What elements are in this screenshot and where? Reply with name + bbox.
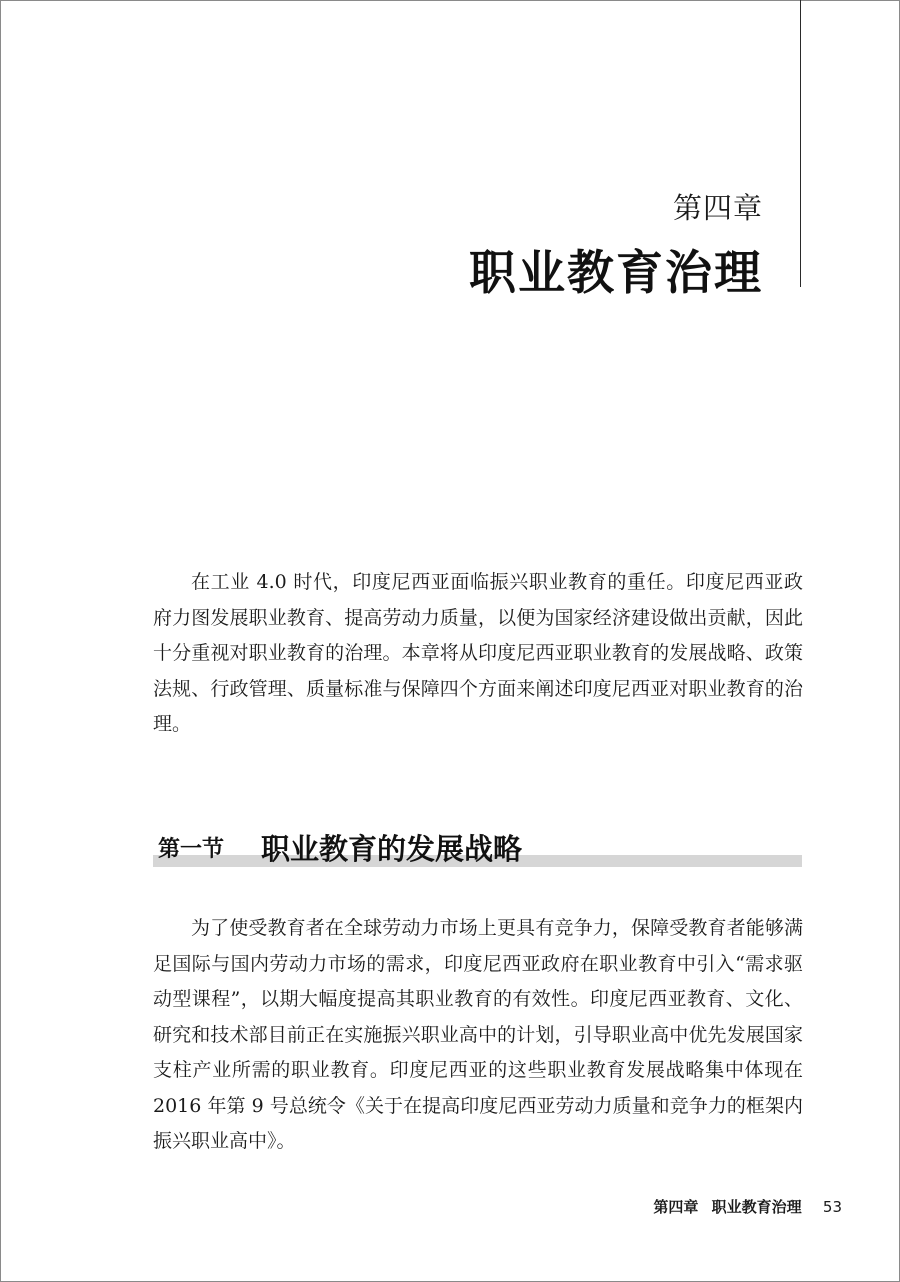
chapter-title: 职业教育治理 (469, 246, 763, 301)
section-number: 第一节 (158, 837, 225, 862)
section-body-paragraph: 为了使受教育者在全球劳动力市场上更具有竞争力，保障受教育者能够满足国际与国内劳动力市场的需求，印度尼西亚政府在职业教育中引入“需求驱动型课程”，以期大幅度提高其职业教育的有效性。印度尼西亚教育、文化、研究和技术部目前正在实施振兴职业高中的计划，引导职业高中优先发展国家支柱产业所需的职业教育。印度尼西亚的这些职业教育发展战略集中体现在 2016 年第 9 号总统令《关于在提高印度尼西亚劳动力质量和竞争力的框架内振兴职业高中》。 (153, 917, 803, 1152)
section-heading (153, 826, 802, 871)
footer-title: 职业教育治理 (711, 1198, 802, 1216)
footer-chapter: 第四章 (653, 1198, 699, 1216)
page-number: 53 (822, 1198, 842, 1216)
chapter-vertical-rule (800, 0, 801, 287)
chapter-number: 第四章 (672, 191, 763, 225)
running-footer (653, 1196, 842, 1217)
section-title: 职业教育的发展战略 (261, 832, 523, 866)
chapter-intro-paragraph: 在工业 4.0 时代，印度尼西亚面临振兴职业教育的重任。印度尼西亚政府力图发展职业教育、提高劳动力质量，以便为国家经济建设做出贡献，因此十分重视对职业教育的治理。本章将从印度尼西亚职业教育的发展战略、政策法规、行政管理、质量标准与保障四个方面来阐述印度尼西亚对职业教育的治理。 (153, 571, 803, 735)
